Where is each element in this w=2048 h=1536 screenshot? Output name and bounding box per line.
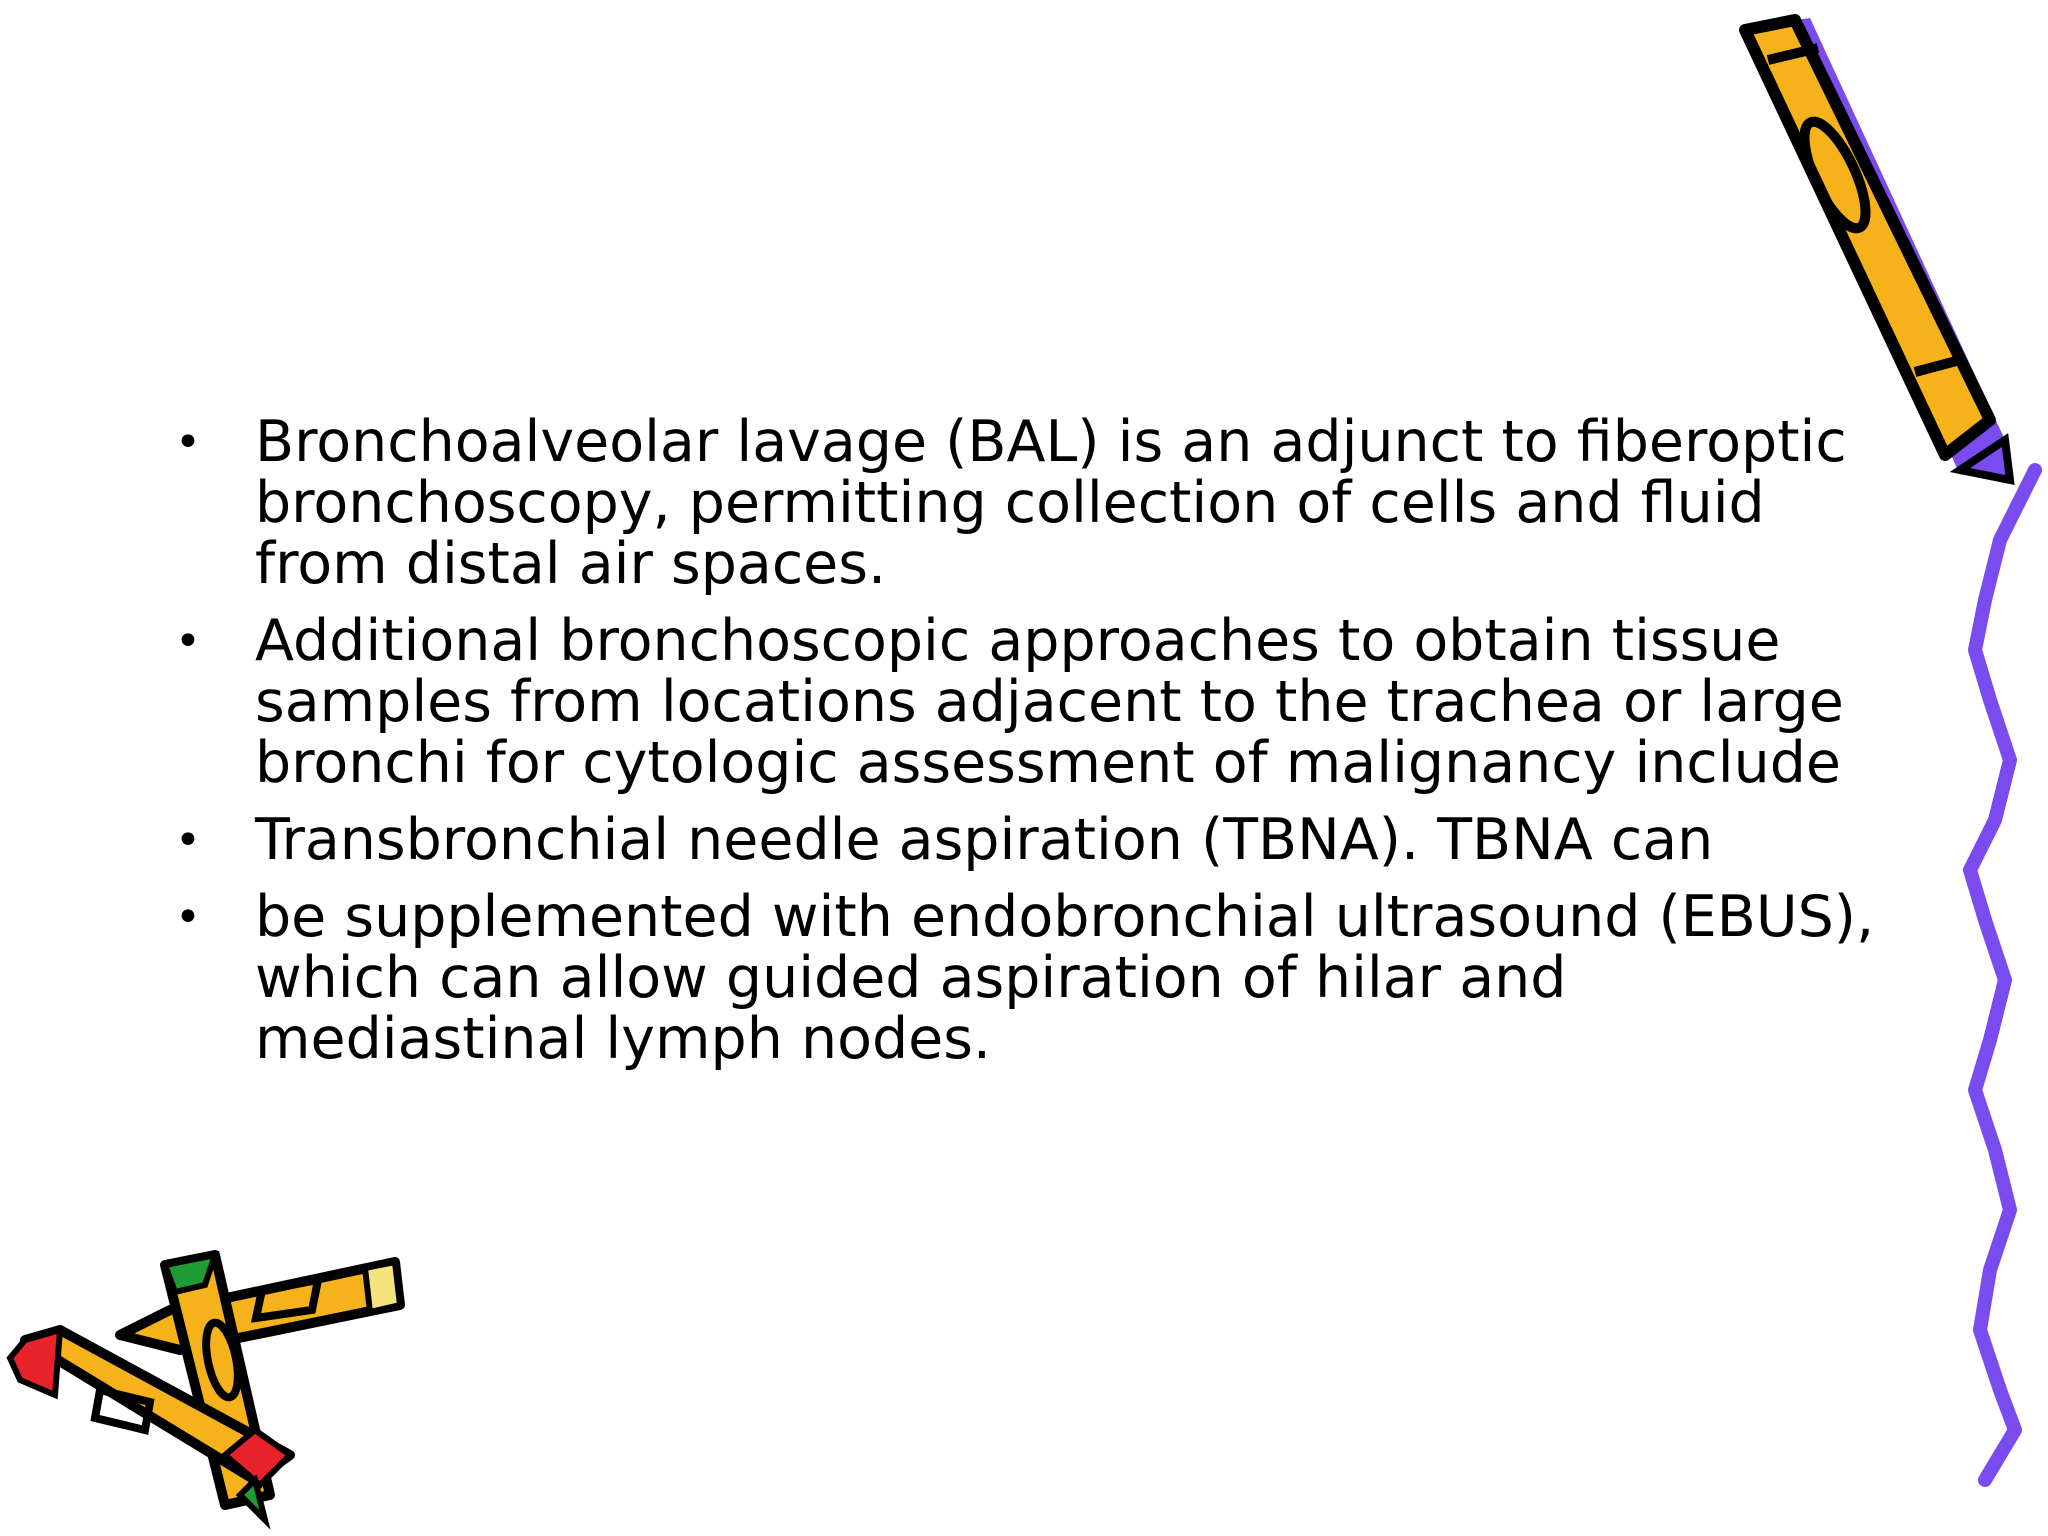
bullet-marker: • — [175, 417, 201, 468]
bullet-item — [175, 409, 1875, 597]
bullet-item — [175, 884, 1875, 1072]
squiggle-line — [1970, 470, 2035, 1480]
bullet-marker: • — [175, 616, 201, 667]
bullet-text: Bronchoalveolar lavage (BAL) is an adjunct to fiberoptic bronchoscopy, permitting collection of cells and fluid from distal air spaces. — [255, 409, 1847, 597]
bullet-item — [175, 608, 1875, 796]
bullet-item — [175, 807, 1875, 873]
crayon-icon — [10, 1255, 400, 1520]
bullet-list — [175, 409, 1875, 1086]
bullet-marker: • — [175, 815, 201, 866]
bullet-text: Additional bronchoscopic approaches to obtain tissue samples from locations adjacent to the trachea or large bronchi for cytologic assessment of malignancy include — [255, 608, 1844, 796]
bullet-text: Transbronchial needle aspiration (TBNA). TBNA can — [255, 807, 1714, 873]
bullet-text: be supplemented with endobronchial ultrasound (EBUS), which can allow guided aspiration of hilar and mediastinal lymph nodes. — [255, 884, 1875, 1072]
bullet-marker: • — [175, 892, 201, 943]
